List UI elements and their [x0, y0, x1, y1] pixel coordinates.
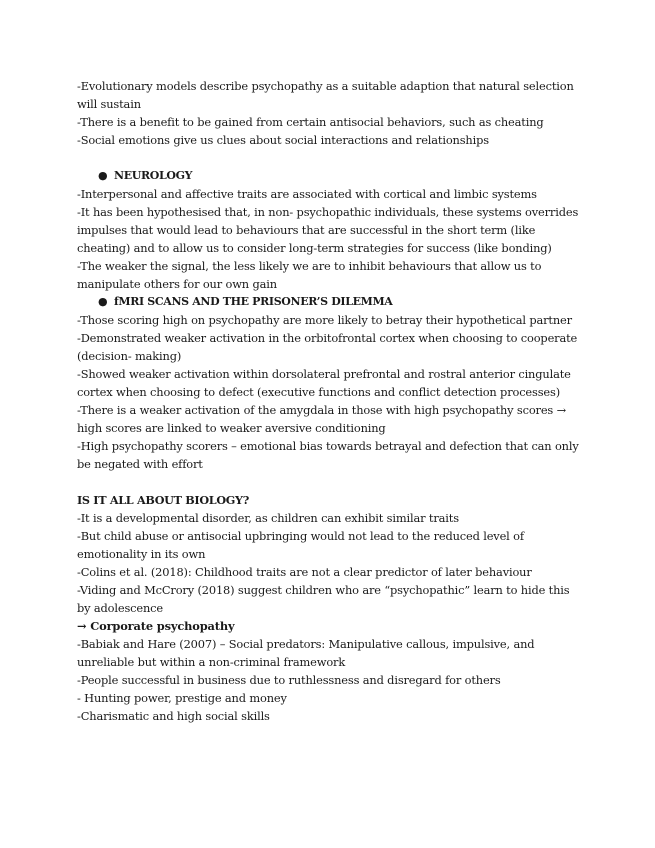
text-line: -Social emotions give us clues about social interactions and relationships: [77, 133, 489, 147]
corporate-psychopathy-heading: → Corporate psychopathy: [77, 619, 235, 633]
text-line: -There is a benefit to be gained from certain antisocial behaviors, such as cheating: [77, 115, 544, 129]
blank-line: [77, 149, 582, 167]
text-line: -It has been hypothesised that, in non- psychopathic individuals, these systems overrides impulses that would lead to behaviours that are successful in the short term (like cheating) and to allow us to consider long-term strategies for success (like bonding): [77, 205, 579, 255]
text-line: -Colins et al. (2018): Childhood traits are not a clear predictor of later behaviour: [77, 565, 532, 579]
text-line: -People successful in business due to ruthlessness and disregard for others: [77, 673, 501, 687]
text-line: -Those scoring high on psychopathy are more likely to betray their hypothetical partner: [77, 313, 572, 327]
blank-line: [77, 473, 582, 491]
fmri-heading-text: fMRI SCANS AND THE PRISONER’S DILEMMA: [114, 295, 393, 308]
text-line: -Interpersonal and affective traits are associated with cortical and limbic systems: [77, 187, 537, 201]
text-line: - Hunting power, prestige and money: [77, 691, 287, 705]
text-line: -Demonstrated weaker activation in the orbitofrontal cortex when choosing to cooperate (decision- making): [77, 331, 578, 363]
biology-heading: IS IT ALL ABOUT BIOLOGY?: [77, 493, 249, 507]
text-line: -Charismatic and high social skills: [77, 709, 270, 723]
bullet-icon: ●: [98, 295, 108, 308]
neurology-heading: [77, 167, 582, 185]
neurology-heading-text: NEUROLOGY: [114, 169, 193, 182]
text-line: -The weaker the signal, the less likely we are to inhibit behaviours that allow us to manipulate others for our own gain: [77, 259, 542, 291]
text-line: -Babiak and Hare (2007) – Social predators: Manipulative callous, impulsive, and unreliable but within a non-criminal framework: [77, 637, 535, 669]
text-line: -Viding and McCrory (2018) suggest children who are “psychopathic” learn to hide this by adolescence: [77, 583, 570, 615]
text-line: -High psychopathy scorers – emotional bias towards betrayal and defection that can only be negated with effort: [77, 439, 579, 471]
document-body: [77, 77, 582, 725]
text-line: -But child abuse or antisocial upbringing would not lead to the reduced level of emotionality in its own: [77, 529, 524, 561]
text-line: -It is a developmental disorder, as children can exhibit similar traits: [77, 511, 459, 525]
fmri-heading: [77, 293, 582, 311]
text-line: -There is a weaker activation of the amygdala in those with high psychopathy scores → high scores are linked to weaker aversive conditioning: [77, 403, 566, 435]
bullet-icon: ●: [98, 169, 108, 182]
text-line: -Showed weaker activation within dorsolateral prefrontal and rostral anterior cingulate cortex when choosing to defect (executive functions and conflict detection processes): [77, 367, 571, 399]
text-line: -Evolutionary models describe psychopathy as a suitable adaption that natural selection will sustain: [77, 79, 574, 111]
